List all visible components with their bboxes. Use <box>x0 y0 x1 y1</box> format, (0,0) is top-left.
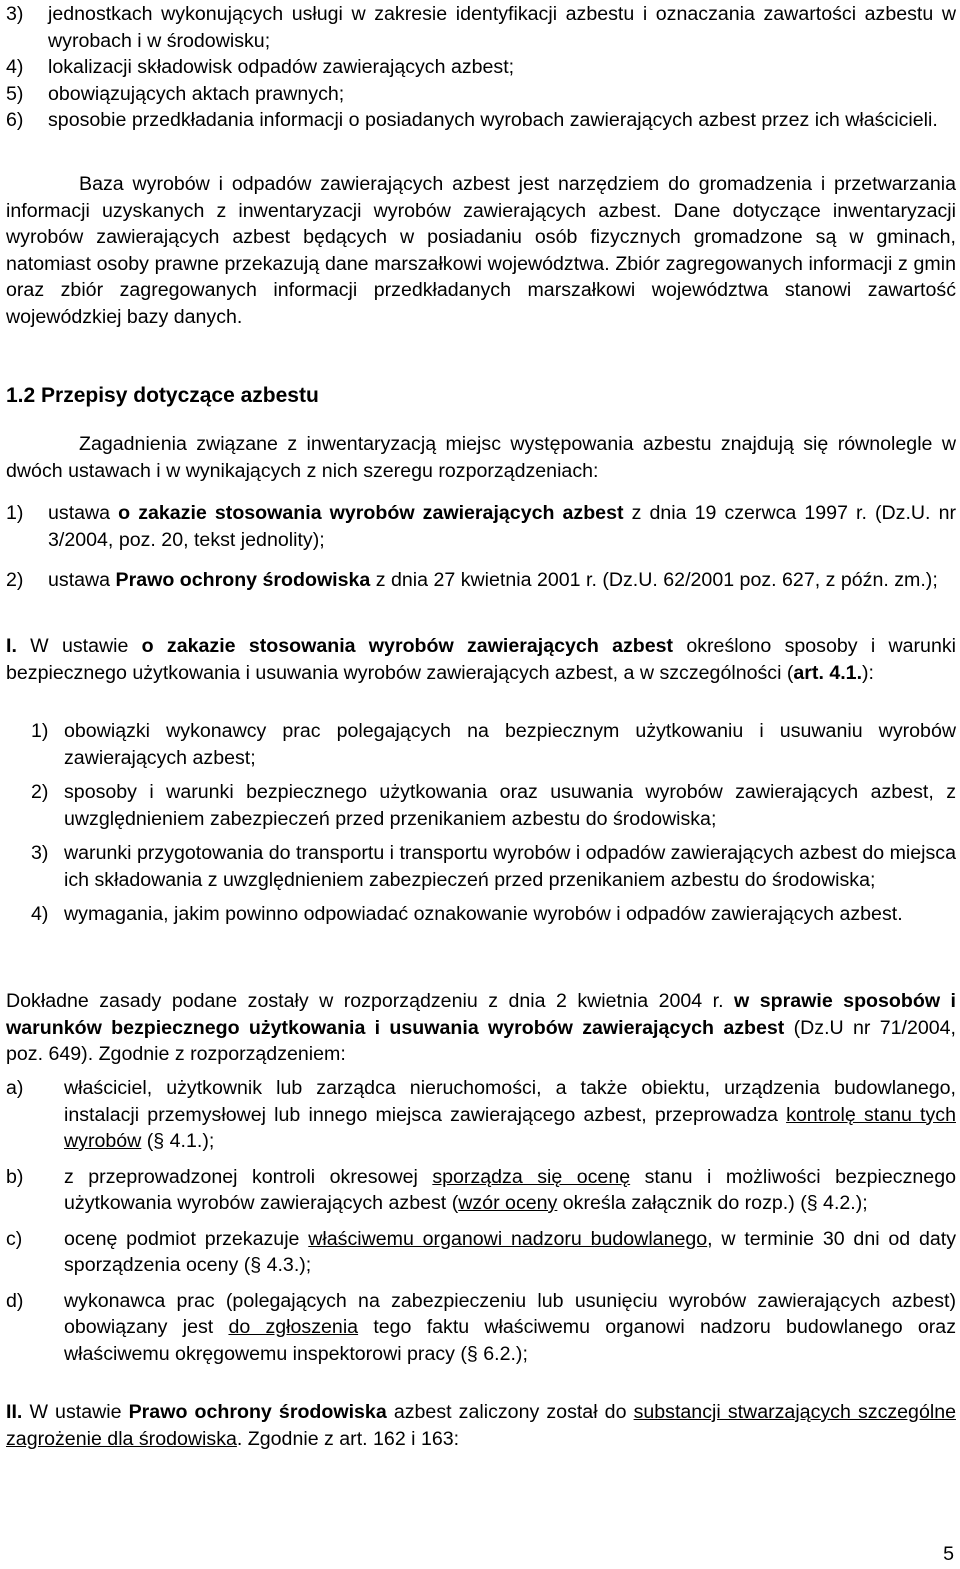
list-item-text: wykonawca prac (polegających na zabezpieczeniu lub usunięciu wyrobów zawierających azbest) obowiązany jest do zgłoszenia tego faktu właściwemu organowi nadzoru budowlanego oraz właściwemu okręgowemu inspektorowi pracy (§ 6.2.); <box>64 1289 956 1365</box>
top-list <box>6 1 956 134</box>
list-item <box>6 1075 956 1155</box>
list-item-number: 2) <box>31 781 49 803</box>
intro-paragraph: Zagadnienia związane z inwentaryzacją miejsc występowania azbestu znajdują się równolegle w dwóch ustawach i w wynikających z nich szeregu rozporządzeniach: <box>6 433 956 482</box>
list-item <box>6 1164 956 1217</box>
list-item-text: właściciel, użytkownik lub zarządca nieruchomości, a także obiektu, urządzenia budowlanego, instalacji przemysłowej lub innego miejsca zawierającego azbest, przeprowadza kontrolę stanu tych wyrobów (§ 4.1.); <box>64 1077 956 1152</box>
rozporzadzenie-paragraph: Dokładne zasady podane zostały w rozporządzeniu z dnia 2 kwietnia 2004 r. w sprawie sposobów i warunków bezpiecznego użytkowania i usuwania wyrobów zawierających azbest (Dz.U nr 71/2004, poz. 649). Zgodnie z rozporządzeniem: <box>6 990 956 1065</box>
list-item <box>31 779 956 832</box>
section-heading: 1.2 Przepisy dotyczące azbestu <box>6 384 319 407</box>
list-item-text: obowiązujących aktach prawnych; <box>48 82 345 105</box>
list-item-number: 4) <box>6 56 24 78</box>
list-item-text: sposobie przedkładania informacji o posiadanych wyrobach zawierających azbest przez ich właścicieli. <box>48 109 938 131</box>
part-marker: I. <box>6 635 17 657</box>
part-two-paragraph: II. W ustawie Prawo ochrony środowiska azbest zaliczony został do substancji stwarzających szczególne zagrożenie dla środowiska. Zgodnie z art. 162 i 163: <box>6 1401 956 1450</box>
list-item <box>6 54 956 81</box>
law-item <box>6 500 956 553</box>
list-item <box>31 840 956 893</box>
list-item-letter: b) <box>6 1165 24 1188</box>
list-item-letter: a) <box>6 1077 24 1099</box>
list-item-number: 6) <box>6 109 24 131</box>
law-title: o zakazie stosowania wyrobów zawierających azbest <box>118 502 624 524</box>
law-item-text: ustawa Prawo ochrony środowiska z dnia 27 kwietnia 2001 r. (Dz.U. 62/2001 poz. 627, z późn. zm.); <box>48 569 938 591</box>
list-item-text: lokalizacji składowisk odpadów zawierających azbest; <box>48 56 515 78</box>
list-item <box>6 107 956 134</box>
list-item-text: ocenę podmiot przekazuje właściwemu organowi nadzoru budowlanego, w terminie 30 dni od daty sporządzenia oceny (§ 4.3.); <box>64 1227 956 1276</box>
part-one-list <box>31 718 956 928</box>
list-item-number: 3) <box>31 842 49 864</box>
list-item-text: jednostkach wykonujących usługi w zakresie identyfikacji azbestu i oznaczania zawartości azbestu w wyrobach i w środowisku; <box>48 3 956 52</box>
list-item-text: warunki przygotowania do transportu i transportu wyrobów i odpadów zawierających azbest do miejsca ich składowania z uwzględnieniem zabezpieczeń przed przenikaniem azbestu do środowiska; <box>64 842 956 891</box>
law-item-number: 1) <box>6 502 24 524</box>
law-item-text: ustawa o zakazie stosowania wyrobów zawierających azbest z dnia 19 czerwca 1997 r. (Dz.U. nr 3/2004, poz. 20, tekst jednolity); <box>48 502 956 551</box>
list-item-text: obowiązki wykonawcy prac polegających na bezpiecznym użytkowaniu i usuwaniu wyrobów zawierających azbest; <box>64 720 956 769</box>
list-item <box>6 1 956 54</box>
list-item-text: sposoby i warunki bezpiecznego użytkowania oraz usuwania wyrobów zawierających azbest, z uwzględnieniem zabezpieczeń przed przenikaniem azbestu do środowiska; <box>64 781 956 830</box>
list-item-number: 5) <box>6 82 24 105</box>
letter-list <box>6 1075 956 1367</box>
law-title: Prawo ochrony środowiska <box>115 569 371 591</box>
law-item <box>6 567 956 594</box>
list-item-letter: d) <box>6 1289 24 1312</box>
page-number: 5 <box>943 1543 954 1565</box>
part-one-paragraph: I. W ustawie o zakazie stosowania wyrobów zawierających azbest określono sposoby i warunki bezpiecznego użytkowania i usuwania wyrobów zawierających azbest, a w szczególności (art. 4.1.): <box>6 635 956 684</box>
list-item-text: z przeprowadzonej kontroli okresowej sporządza się ocenę stanu i możliwości bezpiecznego użytkowania wyrobów zawierających azbest (wzór oceny określa załącznik do rozp.) (§ 4.2.); <box>64 1165 956 1214</box>
list-item <box>6 1288 956 1368</box>
list-item <box>31 901 956 928</box>
baza-paragraph: Baza wyrobów i odpadów zawierających azbest jest narzędziem do gromadzenia i przetwarzania informacji uzyskanych z inwentaryzacji wyrobów zawierających azbest. Dane dotyczące inwentaryzacji wyrobów zawierających azbest będących w posiadaniu osób fizycznych gromadzone są w gminach, natomiast osoby prawne przekazują dane marszałkowi województwa. Zbiór zagregowanych informacji z gmin oraz zbiór zagregowanych informacji przedkładanych marszałkowi województwa stanowi zawartość wojewódzkiej bazy danych. <box>6 173 956 328</box>
list-item <box>6 1226 956 1279</box>
list-item-number: 3) <box>6 3 24 25</box>
part-marker: II. <box>6 1401 23 1423</box>
list-item-number: 4) <box>31 903 49 925</box>
list-item <box>31 718 956 771</box>
list-item-number: 1) <box>31 720 49 742</box>
law-item-number: 2) <box>6 569 24 591</box>
list-item-text: wymagania, jakim powinno odpowiadać oznakowanie wyrobów i odpadów zawierających azbest. <box>64 903 903 925</box>
list-item-letter: c) <box>6 1227 23 1250</box>
list-item <box>6 81 956 108</box>
